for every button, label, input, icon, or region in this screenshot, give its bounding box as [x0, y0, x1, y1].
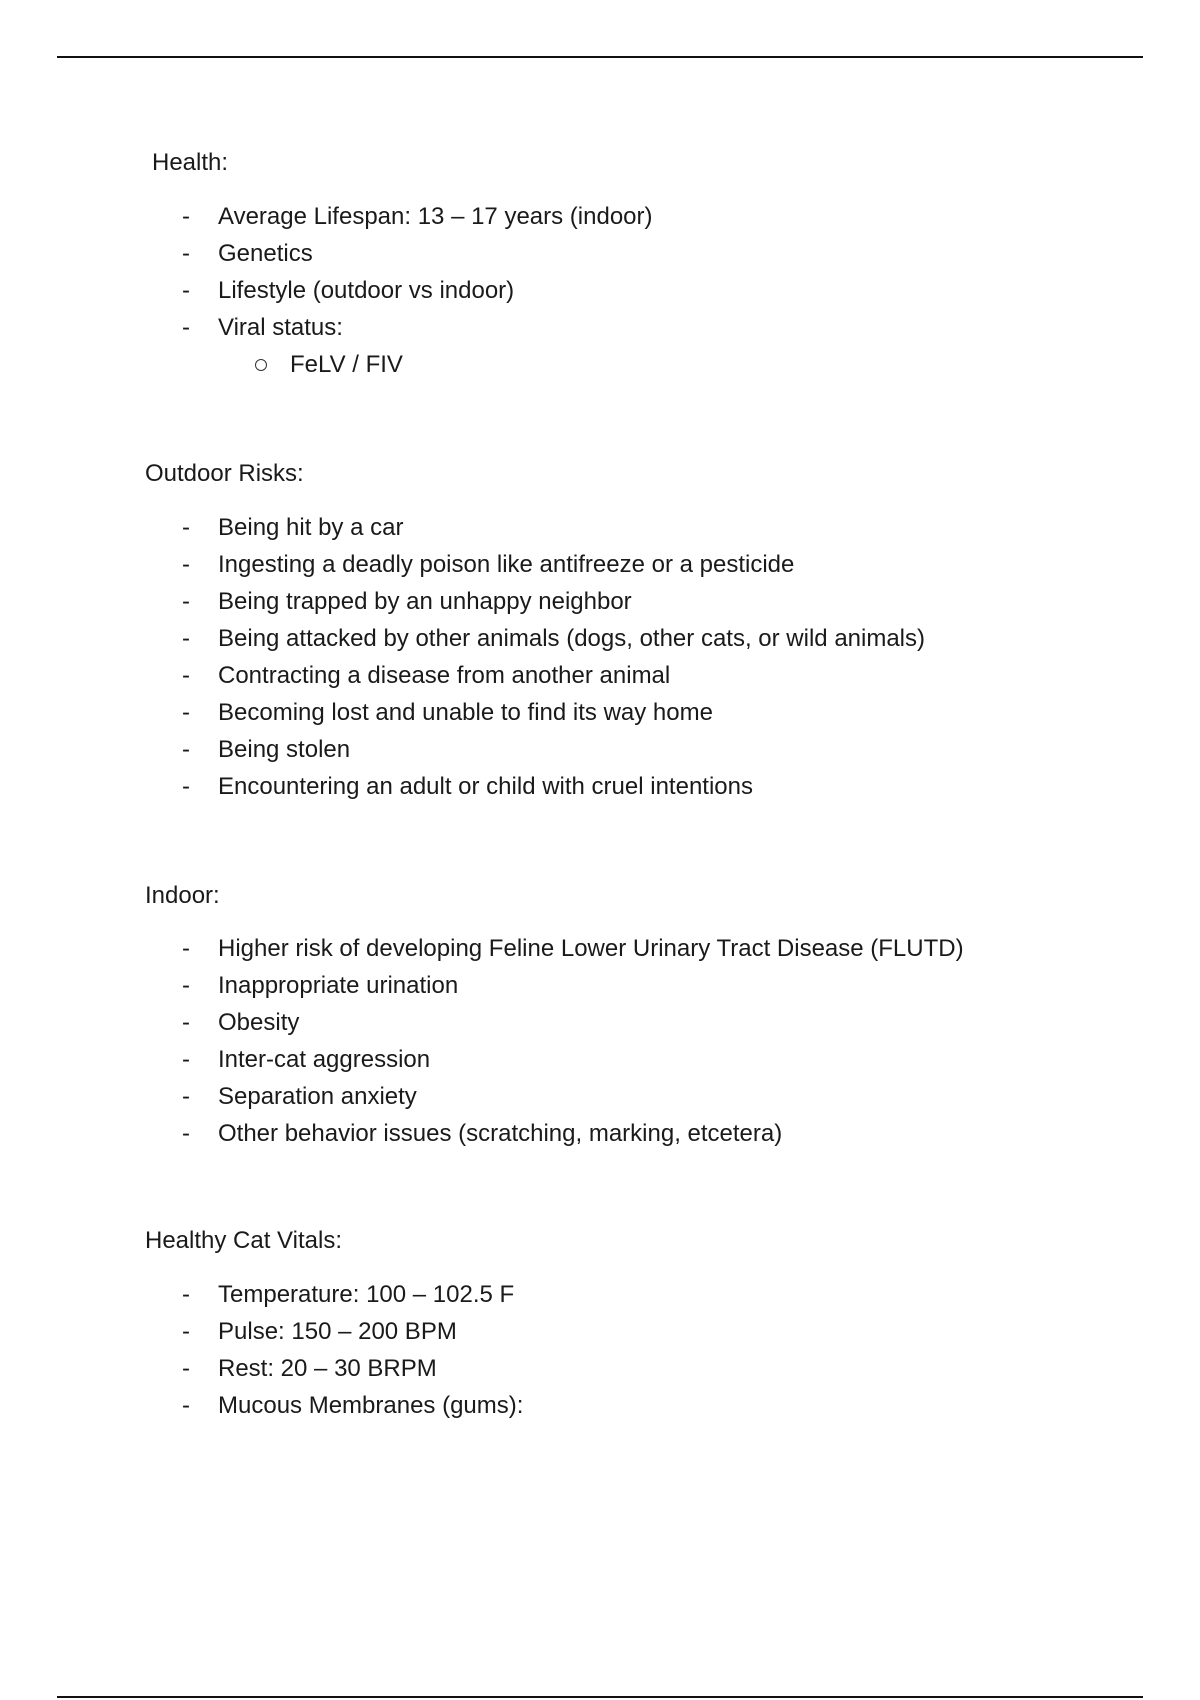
- list-item-text: Mucous Membranes (gums):: [218, 1392, 524, 1419]
- dash-bullet: -: [182, 972, 190, 999]
- list-item-text: Contracting a disease from another animal: [218, 662, 671, 689]
- list-item: [0, 588, 1100, 616]
- list-item: [0, 1120, 1100, 1148]
- dash-bullet: -: [182, 1281, 190, 1308]
- list-item: [0, 1281, 1100, 1309]
- list-item-text: Obesity: [218, 1009, 300, 1036]
- list-item: [0, 1355, 1100, 1383]
- dash-bullet: -: [182, 514, 190, 541]
- list-item-text: Viral status:: [218, 314, 343, 341]
- list-item-text: Encountering an adult or child with cruel intentions: [218, 773, 753, 800]
- dash-bullet: -: [182, 277, 190, 304]
- list-item: [0, 1392, 1100, 1420]
- list-item: [0, 203, 1100, 231]
- list-item-text: Higher risk of developing Feline Lower Urinary Tract Disease (FLUTD): [218, 935, 964, 962]
- bottom-rule: [57, 1696, 1143, 1698]
- list-item-text: Separation anxiety: [218, 1083, 417, 1110]
- list-item: [0, 240, 1100, 268]
- dash-bullet: -: [182, 588, 190, 615]
- dash-bullet: -: [182, 1120, 190, 1147]
- list-item-text: Genetics: [218, 240, 313, 267]
- dash-bullet: -: [182, 1392, 190, 1419]
- dash-bullet: -: [182, 314, 190, 341]
- dash-bullet: -: [182, 1355, 190, 1382]
- outdoor-risks-heading: Outdoor Risks:: [145, 460, 304, 487]
- sub-list-item-text: FeLV / FIV: [290, 351, 403, 378]
- list-item: [0, 514, 1100, 542]
- list-item-text: Lifestyle (outdoor vs indoor): [218, 277, 515, 304]
- list-item-text: Being hit by a car: [218, 514, 404, 541]
- list-item-text: Becoming lost and unable to find its way home: [218, 699, 713, 726]
- dash-bullet: -: [182, 625, 190, 652]
- dash-bullet: -: [182, 203, 190, 230]
- circle-bullet-icon: [255, 359, 267, 371]
- list-item: [0, 1318, 1100, 1346]
- dash-bullet: -: [182, 1318, 190, 1345]
- healthy-cat-vitals-heading: Healthy Cat Vitals:: [145, 1227, 342, 1254]
- list-item: [0, 1009, 1100, 1037]
- dash-bullet: -: [182, 240, 190, 267]
- dash-bullet: -: [182, 1083, 190, 1110]
- list-item-text: Other behavior issues (scratching, marking, etcetera): [218, 1120, 783, 1147]
- list-item-text: Rest: 20 – 30 BRPM: [218, 1355, 437, 1382]
- dash-bullet: -: [182, 736, 190, 763]
- list-item: [0, 935, 1100, 963]
- top-rule: [57, 56, 1143, 58]
- list-item: [0, 662, 1100, 690]
- list-item: [0, 625, 1100, 653]
- dash-bullet: -: [182, 773, 190, 800]
- dash-bullet: -: [182, 1046, 190, 1073]
- dash-bullet: -: [182, 935, 190, 962]
- list-item: [0, 972, 1100, 1000]
- list-item-text: Inappropriate urination: [218, 972, 459, 999]
- list-item-text: Being trapped by an unhappy neighbor: [218, 588, 632, 615]
- list-item-text: Being stolen: [218, 736, 351, 763]
- dash-bullet: -: [182, 551, 190, 578]
- dash-bullet: -: [182, 662, 190, 689]
- list-item-text: Inter-cat aggression: [218, 1046, 431, 1073]
- list-item: [0, 773, 1100, 801]
- list-item: [0, 699, 1100, 727]
- health-heading: Health:: [152, 149, 229, 176]
- list-item: [0, 314, 1100, 342]
- list-item-text: Being attacked by other animals (dogs, other cats, or wild animals): [218, 625, 926, 652]
- dash-bullet: -: [182, 1009, 190, 1036]
- list-item: [0, 736, 1100, 764]
- list-item: [0, 551, 1100, 579]
- indoor-heading: Indoor:: [145, 882, 220, 909]
- list-item-text: Pulse: 150 – 200 BPM: [218, 1318, 457, 1345]
- list-item: [0, 277, 1100, 305]
- list-item-text: Average Lifespan: 13 – 17 years (indoor): [218, 203, 653, 230]
- list-item: [0, 1083, 1100, 1111]
- list-item-text: Ingesting a deadly poison like antifreeze or a pesticide: [218, 551, 795, 578]
- sub-list-item: [0, 351, 1100, 379]
- dash-bullet: -: [182, 699, 190, 726]
- list-item: [0, 1046, 1100, 1074]
- list-item-text: Temperature: 100 – 102.5 F: [218, 1281, 515, 1308]
